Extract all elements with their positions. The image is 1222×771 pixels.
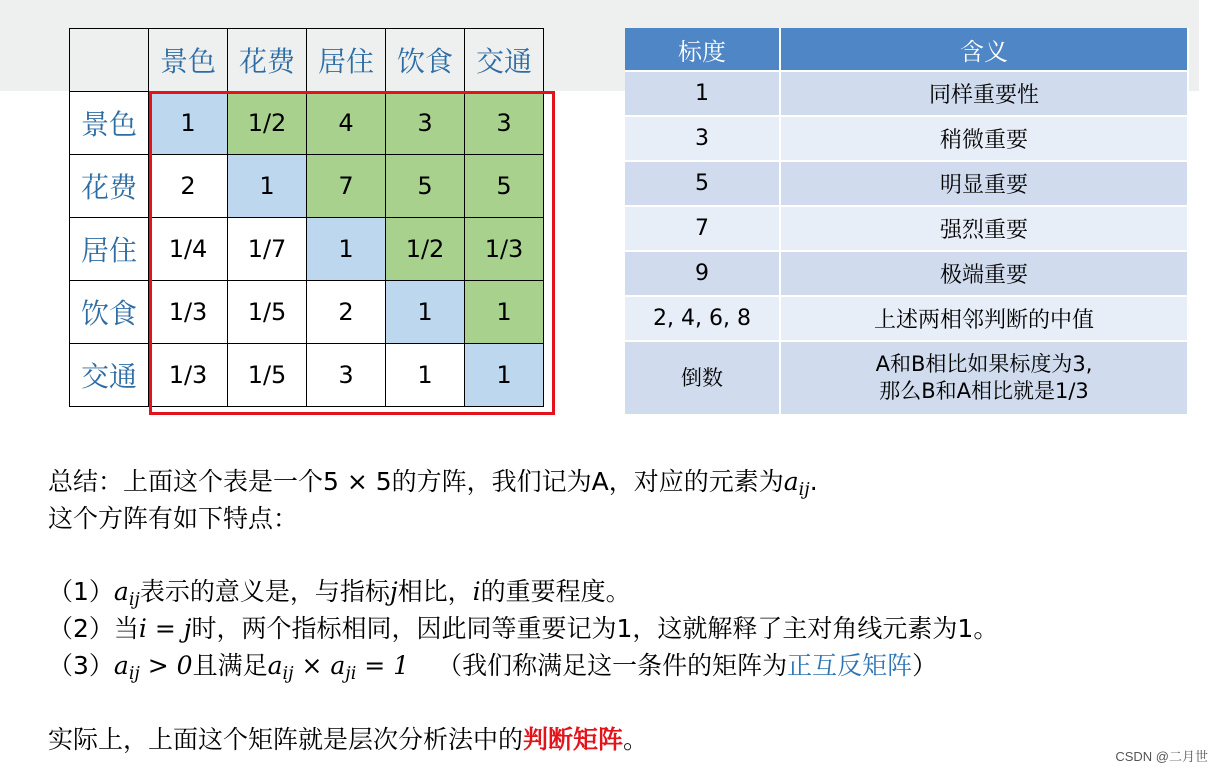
matrix-row-header: 居住 — [70, 218, 149, 281]
meaning-col-header: 含义 — [781, 28, 1189, 72]
matrix-cell: 7 — [307, 155, 386, 218]
property-text: ） — [912, 651, 938, 680]
math-i-equals-j: i = j — [138, 614, 192, 643]
property-text: （我们称满足这一条件的矩阵为 — [437, 651, 788, 680]
scale-meaning: 极端重要 — [781, 252, 1189, 297]
judgment-matrix-table — [69, 28, 544, 407]
matrix-row-header: 交通 — [70, 344, 149, 407]
matrix-row-header: 花费 — [70, 155, 149, 218]
math-subscript: ji — [345, 664, 357, 684]
matrix-cell: 1/2 — [228, 92, 307, 155]
math-times: × — [293, 651, 331, 680]
scale-meaning-table — [625, 28, 1189, 416]
property-text: 的重要程度。 — [480, 577, 631, 606]
property-text: （2）当 — [48, 614, 139, 643]
matrix-cell: 2 — [307, 281, 386, 344]
math-aij — [783, 467, 810, 500]
scale-row — [625, 252, 1189, 297]
matrix-header-row — [70, 29, 544, 92]
matrix-row — [70, 218, 544, 281]
conclusion-end: 。 — [623, 725, 649, 754]
summary-text: 总结：上面这个表是一个5 × 5的方阵，我们记为A，对应的元素为 — [48, 467, 784, 496]
math-subscript: ij — [798, 480, 810, 500]
scale-meaning: 强烈重要 — [781, 207, 1189, 252]
watermark: CSDN @二月世 — [1115, 749, 1208, 764]
scale-value: 2, 4, 6, 8 — [625, 297, 781, 342]
property-number: （3） — [48, 651, 114, 680]
conclusion-line — [48, 724, 648, 756]
scale-meaning: 稍微重要 — [781, 117, 1189, 162]
reciprocal-matrix-link[interactable]: 正互反矩阵 — [787, 651, 913, 680]
scale-col-header: 标度 — [625, 28, 781, 72]
matrix-cell: 1/3 — [465, 218, 544, 281]
matrix-cell: 1/2 — [386, 218, 465, 281]
matrix-cell: 1 — [228, 155, 307, 218]
matrix-cell: 1 — [149, 92, 228, 155]
property-text: 表示的意义是，与指标 — [139, 577, 390, 606]
property-3 — [48, 650, 937, 690]
property-1 — [48, 576, 631, 616]
math-symbol: a — [267, 651, 283, 680]
property-text: 且满足 — [192, 651, 268, 680]
matrix-cell: 1 — [465, 344, 544, 407]
scale-meaning-line: A和B相比如果标度为3, — [875, 352, 1093, 376]
matrix-cell: 3 — [386, 92, 465, 155]
matrix-cell: 1/3 — [149, 281, 228, 344]
math-aij — [113, 651, 193, 684]
math-subscript: ij — [282, 664, 294, 684]
matrix-row — [70, 92, 544, 155]
summary-end: . — [809, 467, 818, 496]
matrix-corner-cell — [70, 29, 149, 92]
scale-row-reciprocal — [625, 342, 1189, 416]
scale-value: 5 — [625, 162, 781, 207]
scale-meaning: 明显重要 — [781, 162, 1189, 207]
matrix-cell: 3 — [307, 344, 386, 407]
properties-intro: 这个方阵有如下特点： — [48, 504, 299, 533]
matrix-cell: 5 — [386, 155, 465, 218]
scale-header-row — [625, 28, 1189, 72]
property-number: （1） — [48, 577, 114, 606]
matrix-row — [70, 344, 544, 407]
scale-row — [625, 117, 1189, 162]
math-subscript: ij — [128, 664, 140, 684]
matrix-row-header: 景色 — [70, 92, 149, 155]
matrix-cell: 1/4 — [149, 218, 228, 281]
matrix-col-header: 景色 — [149, 29, 228, 92]
property-text: 时，两个指标相同，因此同等重要记为1，这就解释了主对角线元素为1。 — [191, 614, 999, 643]
matrix-cell: 1/3 — [149, 344, 228, 407]
matrix-cell: 4 — [307, 92, 386, 155]
scale-value: 9 — [625, 252, 781, 297]
math-product — [267, 651, 410, 684]
scale-meaning: 同样重要性 — [781, 72, 1189, 117]
math-aij — [113, 577, 140, 610]
scale-meaning — [781, 342, 1189, 416]
matrix-cell: 1 — [307, 218, 386, 281]
matrix-cell: 1 — [386, 344, 465, 407]
scale-value: 倒数 — [625, 342, 781, 416]
summary-line — [48, 466, 818, 506]
scale-value: 3 — [625, 117, 781, 162]
scale-row — [625, 207, 1189, 252]
matrix-col-header: 花费 — [228, 29, 307, 92]
math-i: i — [472, 577, 481, 606]
matrix-cell: 1/7 — [228, 218, 307, 281]
matrix-col-header: 交通 — [465, 29, 544, 92]
matrix-col-header: 居住 — [307, 29, 386, 92]
matrix-row-header: 饮食 — [70, 281, 149, 344]
math-equals-one: = 1 — [356, 651, 410, 680]
matrix-cell: 2 — [149, 155, 228, 218]
math-symbol: a — [330, 651, 346, 680]
judgment-matrix-highlight: 判断矩阵 — [523, 725, 624, 754]
matrix-row — [70, 155, 544, 218]
property-2 — [48, 613, 998, 645]
matrix-row — [70, 281, 544, 344]
property-text: 相比， — [397, 577, 473, 606]
math-gt-zero: > 0 — [139, 651, 193, 680]
scale-value: 7 — [625, 207, 781, 252]
math-symbol: a — [783, 467, 799, 496]
matrix-cell: 5 — [465, 155, 544, 218]
conclusion-text: 实际上，上面这个矩阵就是层次分析法中的 — [48, 725, 524, 754]
matrix-cell: 1 — [386, 281, 465, 344]
math-symbol: a — [113, 577, 129, 606]
math-symbol: a — [113, 651, 129, 680]
scale-value: 1 — [625, 72, 781, 117]
matrix-cell: 1/5 — [228, 281, 307, 344]
matrix-cell: 1/5 — [228, 344, 307, 407]
scale-row — [625, 297, 1189, 342]
matrix-col-header: 饮食 — [386, 29, 465, 92]
scale-row — [625, 162, 1189, 207]
scale-meaning: 上述两相邻判断的中值 — [781, 297, 1189, 342]
matrix-cell: 3 — [465, 92, 544, 155]
scale-row — [625, 72, 1189, 117]
matrix-cell: 1 — [465, 281, 544, 344]
math-subscript: ij — [128, 590, 140, 610]
math-j: j — [389, 577, 398, 606]
scale-meaning-line: 那么B和A相比就是1/3 — [879, 379, 1089, 403]
